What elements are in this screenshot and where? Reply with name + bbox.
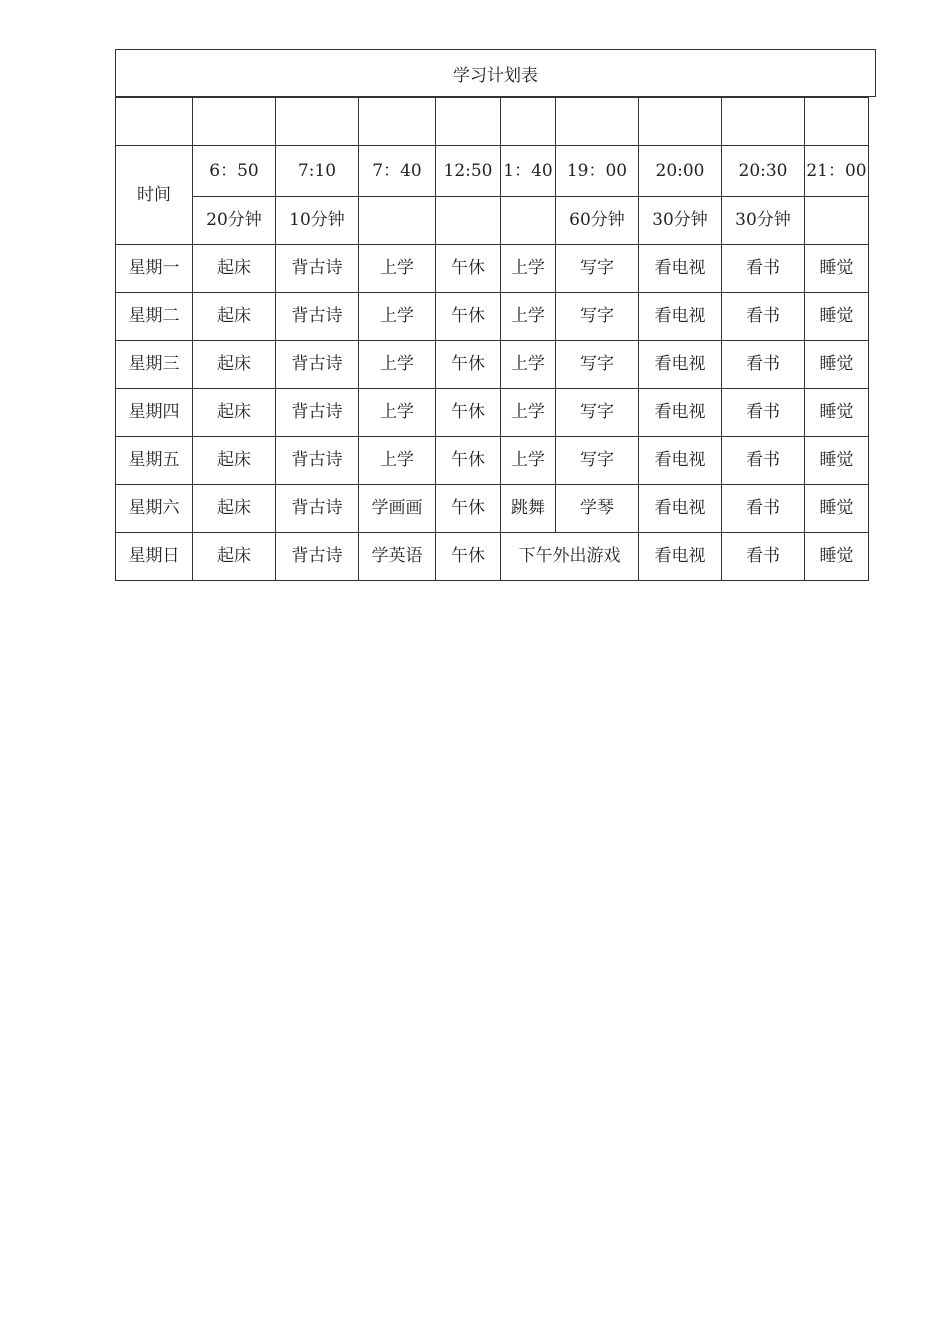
activity-cell: 学琴 (556, 485, 639, 533)
table-row (116, 389, 869, 437)
activity-cell: 背古诗 (276, 485, 359, 533)
activity-cell: 看书 (722, 485, 805, 533)
activity-cell: 背古诗 (276, 245, 359, 293)
day-label: 星期五 (116, 437, 193, 485)
activity-cell: 睡觉 (805, 293, 869, 341)
duration-cell (805, 197, 869, 245)
activity-cell: 睡觉 (805, 437, 869, 485)
duration-cell: 10分钟 (276, 197, 359, 245)
day-label: 星期日 (116, 533, 193, 581)
activity-cell: 跳舞 (501, 485, 556, 533)
activity-cell: 学英语 (359, 533, 436, 581)
time-cell: 21：00 (805, 146, 869, 197)
activity-cell: 看电视 (639, 389, 722, 437)
table-row (116, 437, 869, 485)
activity-cell: 上学 (501, 245, 556, 293)
time-cell: 19：00 (556, 146, 639, 197)
activity-cell: 午休 (436, 533, 501, 581)
activity-cell: 看书 (722, 533, 805, 581)
activity-cell: 上学 (359, 389, 436, 437)
activity-cell: 午休 (436, 389, 501, 437)
study-plan-table (115, 97, 869, 581)
activity-cell: 午休 (436, 293, 501, 341)
activity-cell: 午休 (436, 437, 501, 485)
table-row (116, 293, 869, 341)
activity-cell: 看电视 (639, 293, 722, 341)
activity-cell: 睡觉 (805, 341, 869, 389)
duration-cell (359, 197, 436, 245)
duration-cell: 20分钟 (193, 197, 276, 245)
time-cell: 6：50 (193, 146, 276, 197)
activity-cell: 上学 (501, 341, 556, 389)
activity-cell: 学画画 (359, 485, 436, 533)
activity-cell: 起床 (193, 485, 276, 533)
duration-cell (501, 197, 556, 245)
table-title: 学习计划表 (115, 49, 876, 97)
activity-cell: 写字 (556, 341, 639, 389)
activity-cell: 看电视 (639, 437, 722, 485)
activity-cell: 背古诗 (276, 293, 359, 341)
time-label: 时间 (116, 146, 193, 245)
activity-cell: 写字 (556, 293, 639, 341)
table-row (116, 485, 869, 533)
day-label: 星期六 (116, 485, 193, 533)
activity-cell: 背古诗 (276, 341, 359, 389)
time-cell: 7:10 (276, 146, 359, 197)
activity-cell: 睡觉 (805, 389, 869, 437)
activity-cell: 上学 (359, 293, 436, 341)
activity-cell: 上学 (501, 293, 556, 341)
day-label: 星期三 (116, 341, 193, 389)
activity-cell: 起床 (193, 389, 276, 437)
activity-cell: 背古诗 (276, 437, 359, 485)
empty-row (116, 98, 869, 146)
activity-cell: 背古诗 (276, 533, 359, 581)
activity-cell: 看电视 (639, 533, 722, 581)
table-row (116, 341, 869, 389)
activity-cell: 睡觉 (805, 245, 869, 293)
activity-cell: 看书 (722, 293, 805, 341)
activity-cell: 看电视 (639, 485, 722, 533)
duration-row (116, 197, 869, 245)
day-label: 星期一 (116, 245, 193, 293)
activity-cell: 午休 (436, 485, 501, 533)
activity-cell: 上学 (501, 389, 556, 437)
time-cell: 1：40 (501, 146, 556, 197)
table-row (116, 533, 869, 581)
activity-cell: 看电视 (639, 341, 722, 389)
activity-cell: 睡觉 (805, 485, 869, 533)
activity-cell: 看书 (722, 341, 805, 389)
table-row (116, 245, 869, 293)
activity-cell: 看书 (722, 389, 805, 437)
time-row (116, 146, 869, 197)
time-cell: 7：40 (359, 146, 436, 197)
duration-cell: 30分钟 (722, 197, 805, 245)
activity-cell: 起床 (193, 293, 276, 341)
time-cell: 20:30 (722, 146, 805, 197)
activity-cell: 午休 (436, 245, 501, 293)
activity-cell: 上学 (359, 245, 436, 293)
activity-cell: 起床 (193, 245, 276, 293)
activity-cell: 上学 (359, 437, 436, 485)
activity-cell: 看书 (722, 245, 805, 293)
activity-cell: 写字 (556, 245, 639, 293)
activity-cell: 写字 (556, 389, 639, 437)
time-cell: 20:00 (639, 146, 722, 197)
activity-cell: 起床 (193, 341, 276, 389)
duration-cell: 60分钟 (556, 197, 639, 245)
time-cell: 12:50 (436, 146, 501, 197)
activity-cell: 睡觉 (805, 533, 869, 581)
duration-cell (436, 197, 501, 245)
activity-cell: 上学 (359, 341, 436, 389)
activity-cell: 起床 (193, 437, 276, 485)
day-label: 星期四 (116, 389, 193, 437)
activity-cell: 写字 (556, 437, 639, 485)
day-label: 星期二 (116, 293, 193, 341)
activity-cell: 看电视 (639, 245, 722, 293)
duration-cell: 30分钟 (639, 197, 722, 245)
activity-cell: 看书 (722, 437, 805, 485)
activity-cell: 起床 (193, 533, 276, 581)
activity-cell: 上学 (501, 437, 556, 485)
activity-cell: 午休 (436, 341, 501, 389)
activity-cell: 下午外出游戏 (501, 533, 639, 581)
activity-cell: 背古诗 (276, 389, 359, 437)
